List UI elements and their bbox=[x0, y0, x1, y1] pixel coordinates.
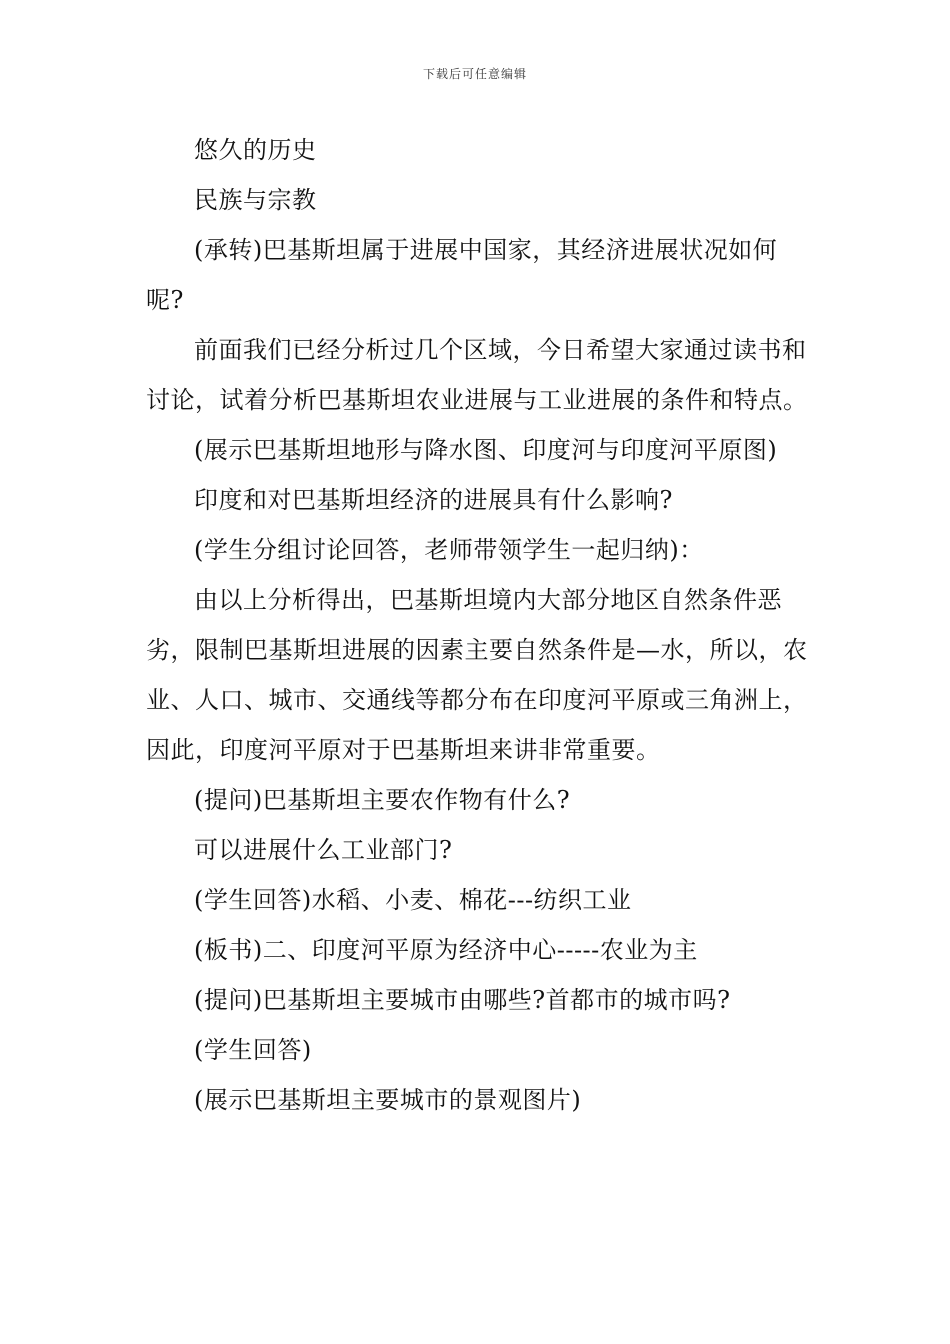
paragraph: 前面我们已经分析过几个区域，今日希望大家通过读书和讨论，试着分析巴基斯坦农业进展与工业进展的条件和特点。 bbox=[146, 336, 808, 414]
paragraph: 印度和对巴基斯坦经济的进展具有什么影响? bbox=[194, 486, 673, 514]
paragraph: (承转)巴基斯坦属于进展中国家，其经济进展状况如何呢? bbox=[146, 236, 778, 314]
page-header: 下载后可任意编辑 bbox=[422, 67, 527, 81]
paragraph: 悠久的历史 bbox=[194, 136, 317, 164]
paragraph: 民族与宗教 bbox=[194, 186, 317, 214]
paragraph: (学生分组讨论回答，老师带领学生一起归纳)： bbox=[194, 536, 704, 564]
document-body bbox=[146, 125, 810, 1125]
paragraph: (展示巴基斯坦主要城市的景观图片) bbox=[194, 1086, 582, 1114]
paragraph: (提问)巴基斯坦主要城市由哪些?首都市的城市吗? bbox=[194, 986, 731, 1014]
paragraph: (提问)巴基斯坦主要农作物有什么? bbox=[194, 786, 571, 814]
paragraph: (板书)二、印度河平原为经济中心-----农业为主 bbox=[194, 936, 698, 964]
paragraph: 由以上分析得出，巴基斯坦境内大部分地区自然条件恶劣，限制巴基斯坦进展的因素主要自然条件是—水，所以，农业、人口、城市、交通线等都分布在印度河平原或三角洲上，因此，印度河平原对于巴基斯坦来讲非常重要。 bbox=[146, 586, 808, 764]
paragraph: (学生回答) bbox=[194, 1036, 312, 1064]
paragraph: (展示巴基斯坦地形与降水图、印度河与印度河平原图) bbox=[194, 436, 778, 464]
paragraph: 可以进展什么工业部门? bbox=[194, 836, 453, 864]
paragraph: (学生回答)水稻、小麦、棉花---纺织工业 bbox=[194, 886, 632, 914]
